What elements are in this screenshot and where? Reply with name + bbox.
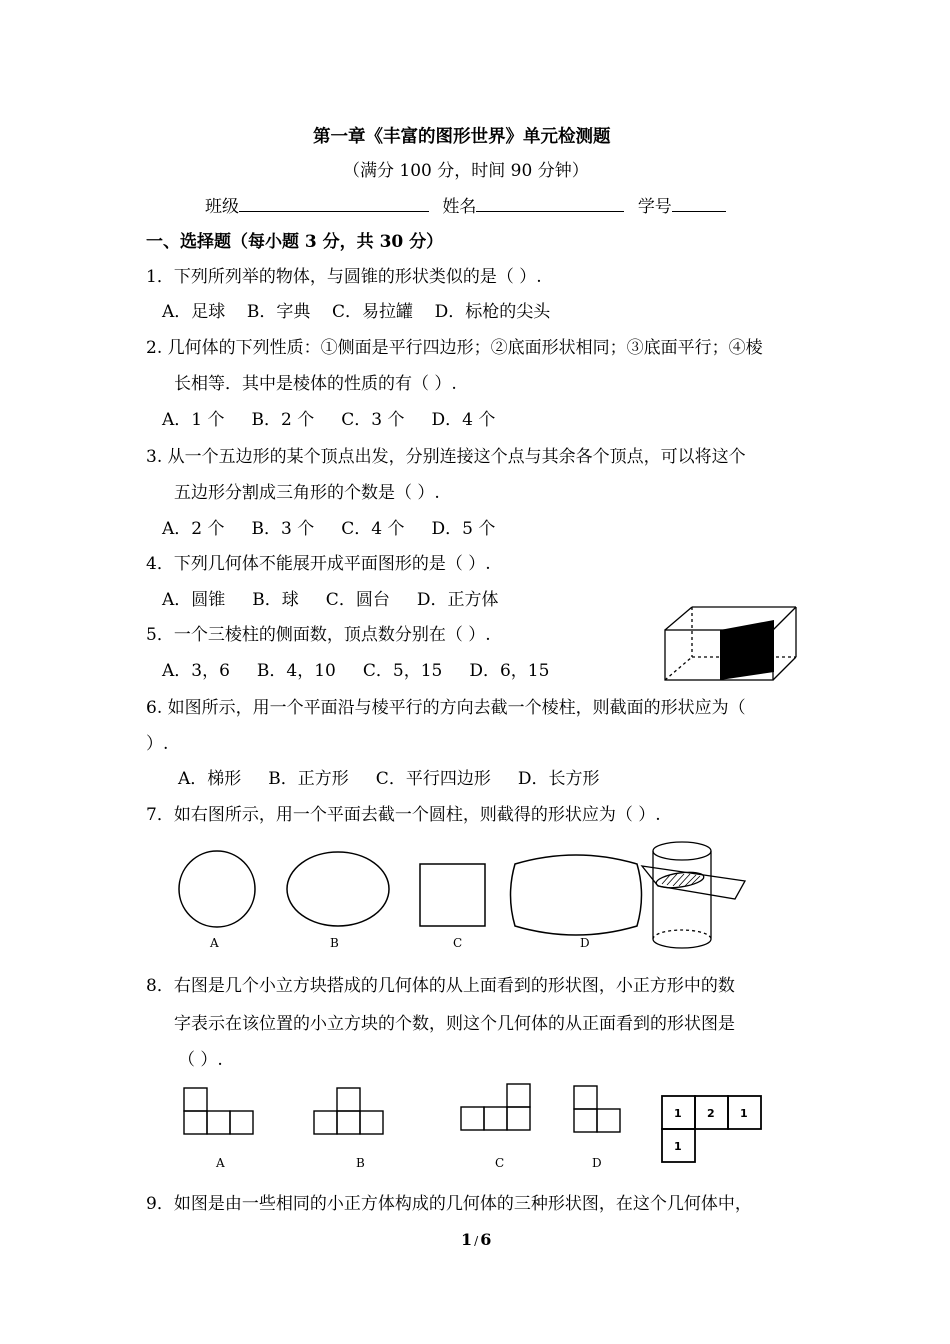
page-footer (461, 1229, 491, 1252)
question-8-figures (170, 1078, 790, 1178)
option-b-label: B (356, 1156, 365, 1170)
question-9-stem: 9．如图是由一些相同的小正方体构成的几何体的三种形状图，在这个几何体中， (146, 1194, 752, 1214)
page-number: 1 (461, 1230, 473, 1249)
page-separator: / (474, 1234, 479, 1248)
question-2-stem-line1: 2. 几何体的下列性质：①侧面是平行四边形；②底面形状相同；③底面平行；④棱 (146, 338, 763, 358)
question-3-options: A．2 个 B．3 个 C．4 个 D．5 个 (162, 519, 496, 539)
option-c-square (420, 864, 485, 926)
grid-number: 2 (707, 1107, 715, 1120)
question-8-stem-line2: 字表示在该位置的小立方块的个数，则这个几何体的从正面看到的形状图是 (174, 1014, 735, 1034)
option-b-label: B (330, 936, 339, 950)
question-8-stem-line1: 8．右图是几个小立方块搭成的几何体的从上面看到的形状图，小正方形中的数 (146, 976, 735, 996)
question-5-options: A．3，6 B．4，10 C．5，15 D．6，15 (162, 661, 550, 681)
question-7-figures (170, 836, 760, 956)
question-7-stem: 7．如右图所示，用一个平面去截一个圆柱，则截得的形状应为（ ）. (146, 805, 661, 825)
question-8-stem-line3: （ ）. (178, 1050, 223, 1070)
option-a-circle (179, 851, 255, 927)
question-2-options: A．1 个 B．2 个 C．3 个 D．4 个 (162, 410, 496, 430)
page-total: 6 (480, 1230, 492, 1249)
question-6-stem-line2: ）. (146, 734, 169, 754)
grid-number: 1 (674, 1140, 682, 1153)
question-4-options: A．圆锥 B．球 C．圆台 D．正方体 (162, 590, 499, 610)
option-d-label: D (592, 1156, 602, 1170)
id-label: 学号 (637, 197, 672, 217)
page-title: 第一章《丰富的图形世界》单元检测题 (313, 127, 611, 147)
option-c-label: C (495, 1156, 505, 1170)
section-heading: 一、选择题（每小题 3 分，共 30 分） (146, 232, 444, 252)
student-info-row (205, 195, 726, 218)
id-blank (672, 195, 726, 212)
option-b-ellipse (287, 852, 389, 926)
question-6-options: A．梯形 B．正方形 C．平行四边形 D．长方形 (178, 769, 600, 789)
question-5-stem: 5．一个三棱柱的侧面数，顶点数分别在（ ）. (146, 625, 491, 645)
grid-number: 1 (674, 1107, 682, 1120)
option-d-label: D (580, 936, 590, 950)
question-1-options: A．足球 B．字典 C．易拉罐 D．标枪的尖头 (162, 302, 551, 322)
question-2-stem-line2: 长相等．其中是棱体的性质的有（ ）. (174, 374, 457, 394)
grid-number: 1 (740, 1107, 748, 1120)
cross-section-shape (720, 620, 774, 680)
question-1-stem: 1．下列所列举的物体，与圆锥的形状类似的是（ ）. (146, 267, 542, 287)
question-4-stem: 4．下列几何体不能展开成平面图形的是（ ）. (146, 554, 491, 574)
cylinder-cut-figure (642, 842, 745, 948)
class-label: 班级 (205, 197, 239, 217)
option-d-barrel (511, 855, 642, 935)
class-blank (239, 195, 429, 212)
page-subtitle: （满分 100 分，时间 90 分钟） (343, 161, 589, 181)
question-3-stem-line1: 3. 从一个五边形的某个顶点出发，分别连接这个点与其余各个顶点，可以将这个 (146, 447, 746, 467)
question-6-stem-line1: 6. 如图所示，用一个平面沿与棱平行的方向去截一个棱柱，则截面的形状应为（ (146, 698, 746, 718)
option-a-label: A (216, 1156, 225, 1170)
prism-cut-figure (662, 604, 802, 684)
option-a-label: A (210, 936, 219, 950)
name-label: 姓名 (442, 197, 477, 217)
name-blank (476, 195, 624, 212)
question-3-stem-line2: 五边形分割成三角形的个数是（ ）. (174, 483, 440, 503)
option-c-label: C (453, 936, 463, 950)
